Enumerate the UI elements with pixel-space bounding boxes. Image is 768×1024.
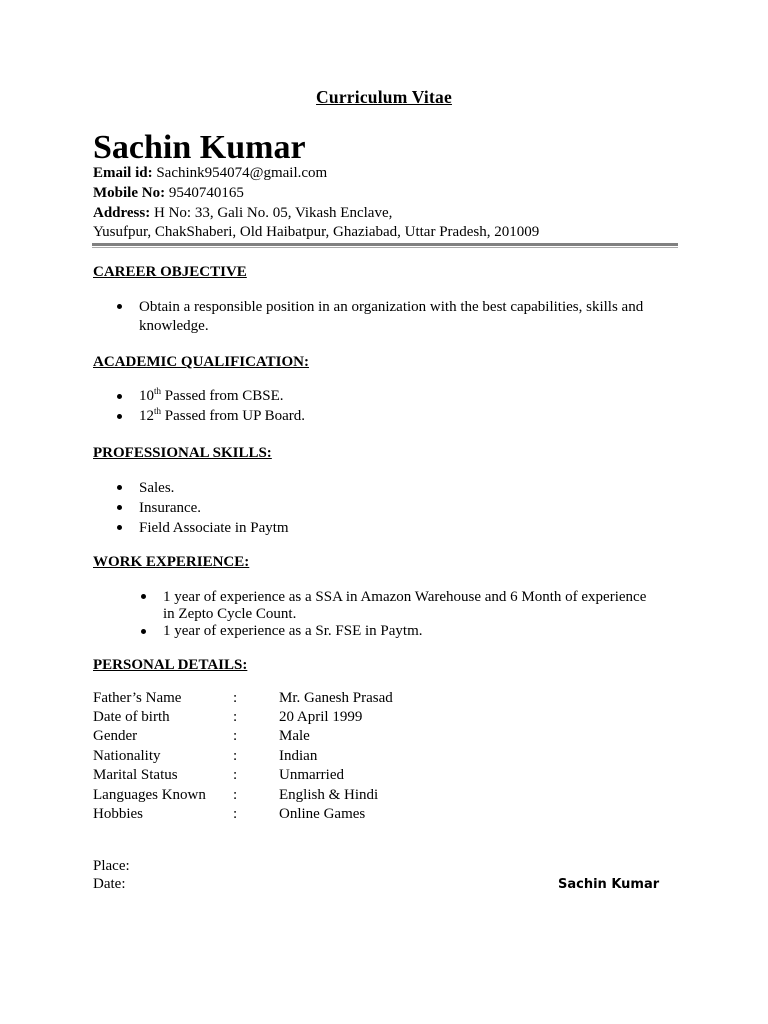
list-item-text: 12th Passed from UP Board. xyxy=(139,406,306,424)
personal-value: Unmarried xyxy=(279,767,344,783)
bullet-icon xyxy=(117,414,122,419)
personal-value: 20 April 1999 xyxy=(279,709,363,725)
personal-label: Nationality xyxy=(93,748,161,764)
mobile-line xyxy=(93,184,244,203)
personal-label: Gender xyxy=(93,728,138,744)
address-label: Address: xyxy=(93,205,151,221)
signature-name: Sachin Kumar xyxy=(558,877,660,892)
bullet-icon xyxy=(117,394,122,399)
place-label: Place: xyxy=(93,858,130,874)
personal-label: Marital Status xyxy=(93,767,178,783)
header-divider-thin xyxy=(92,247,678,248)
list-item-text: Insurance. xyxy=(139,500,202,516)
list-item-text: Field Associate in Paytm xyxy=(139,520,289,536)
address-value-1: H No: 33, Gali No. 05, Vikash Enclave, xyxy=(153,205,393,221)
academic-heading: ACADEMIC QUALIFICATION: xyxy=(93,354,309,370)
personal-separator: : xyxy=(233,709,238,725)
email-value: Sachink954074@gmail.com xyxy=(156,165,328,181)
bullet-icon xyxy=(141,594,146,599)
career-objective-heading: CAREER OBJECTIVE xyxy=(93,264,247,280)
list-item-text: in Zepto Cycle Count. xyxy=(163,606,297,622)
personal-value: Male xyxy=(279,728,310,744)
candidate-name: Sachin Kumar xyxy=(93,129,306,166)
personal-value: Online Games xyxy=(279,806,366,822)
personal-separator: : xyxy=(233,767,238,783)
personal-value: English & Hindi xyxy=(279,787,379,803)
personal-label: Father’s Name xyxy=(93,690,182,706)
list-item-text: knowledge. xyxy=(139,318,209,334)
bullet-icon xyxy=(117,525,122,530)
personal-separator: : xyxy=(233,728,238,744)
list-item-text: Obtain a responsible position in an organization with the best capabilities, skills and xyxy=(139,299,644,315)
date-label: Date: xyxy=(93,876,126,892)
list-item-text: 1 year of experience as a SSA in Amazon Warehouse and 6 Month of experience xyxy=(163,589,647,605)
document-title: Curriculum Vitae xyxy=(316,87,452,107)
bullet-icon xyxy=(117,485,122,490)
email-line xyxy=(93,164,327,183)
personal-separator: : xyxy=(233,787,238,803)
personal-value: Indian xyxy=(279,748,318,764)
mobile-label: Mobile No: xyxy=(93,185,166,201)
personal-separator: : xyxy=(233,806,238,822)
address-line-1 xyxy=(93,204,392,223)
list-item-text: 1 year of experience as a Sr. FSE in Paytm. xyxy=(163,623,423,639)
personal-separator: : xyxy=(233,748,238,764)
skills-heading: PROFESSIONAL SKILLS: xyxy=(93,445,272,461)
personal-label: Languages Known xyxy=(93,787,206,803)
mobile-value: 9540740165 xyxy=(168,185,244,201)
personal-label: Date of birth xyxy=(93,709,170,725)
personal-label: Hobbies xyxy=(93,806,143,822)
personal-heading: PERSONAL DETAILS: xyxy=(93,657,248,673)
personal-separator: : xyxy=(233,690,238,706)
list-item-text: Sales. xyxy=(139,480,175,496)
experience-heading: WORK EXPERIENCE: xyxy=(93,554,250,570)
address-line-2: Yusufpur, ChakShaberi, Old Haibatpur, Ghaziabad, Uttar Pradesh, 201009 xyxy=(93,224,540,240)
bullet-icon xyxy=(117,505,122,510)
header-divider xyxy=(92,243,678,246)
bullet-icon xyxy=(117,304,122,309)
personal-value: Mr. Ganesh Prasad xyxy=(279,690,393,706)
email-label: Email id: xyxy=(93,165,153,181)
bullet-icon xyxy=(141,629,146,634)
list-item-text: 10th Passed from CBSE. xyxy=(139,386,284,404)
